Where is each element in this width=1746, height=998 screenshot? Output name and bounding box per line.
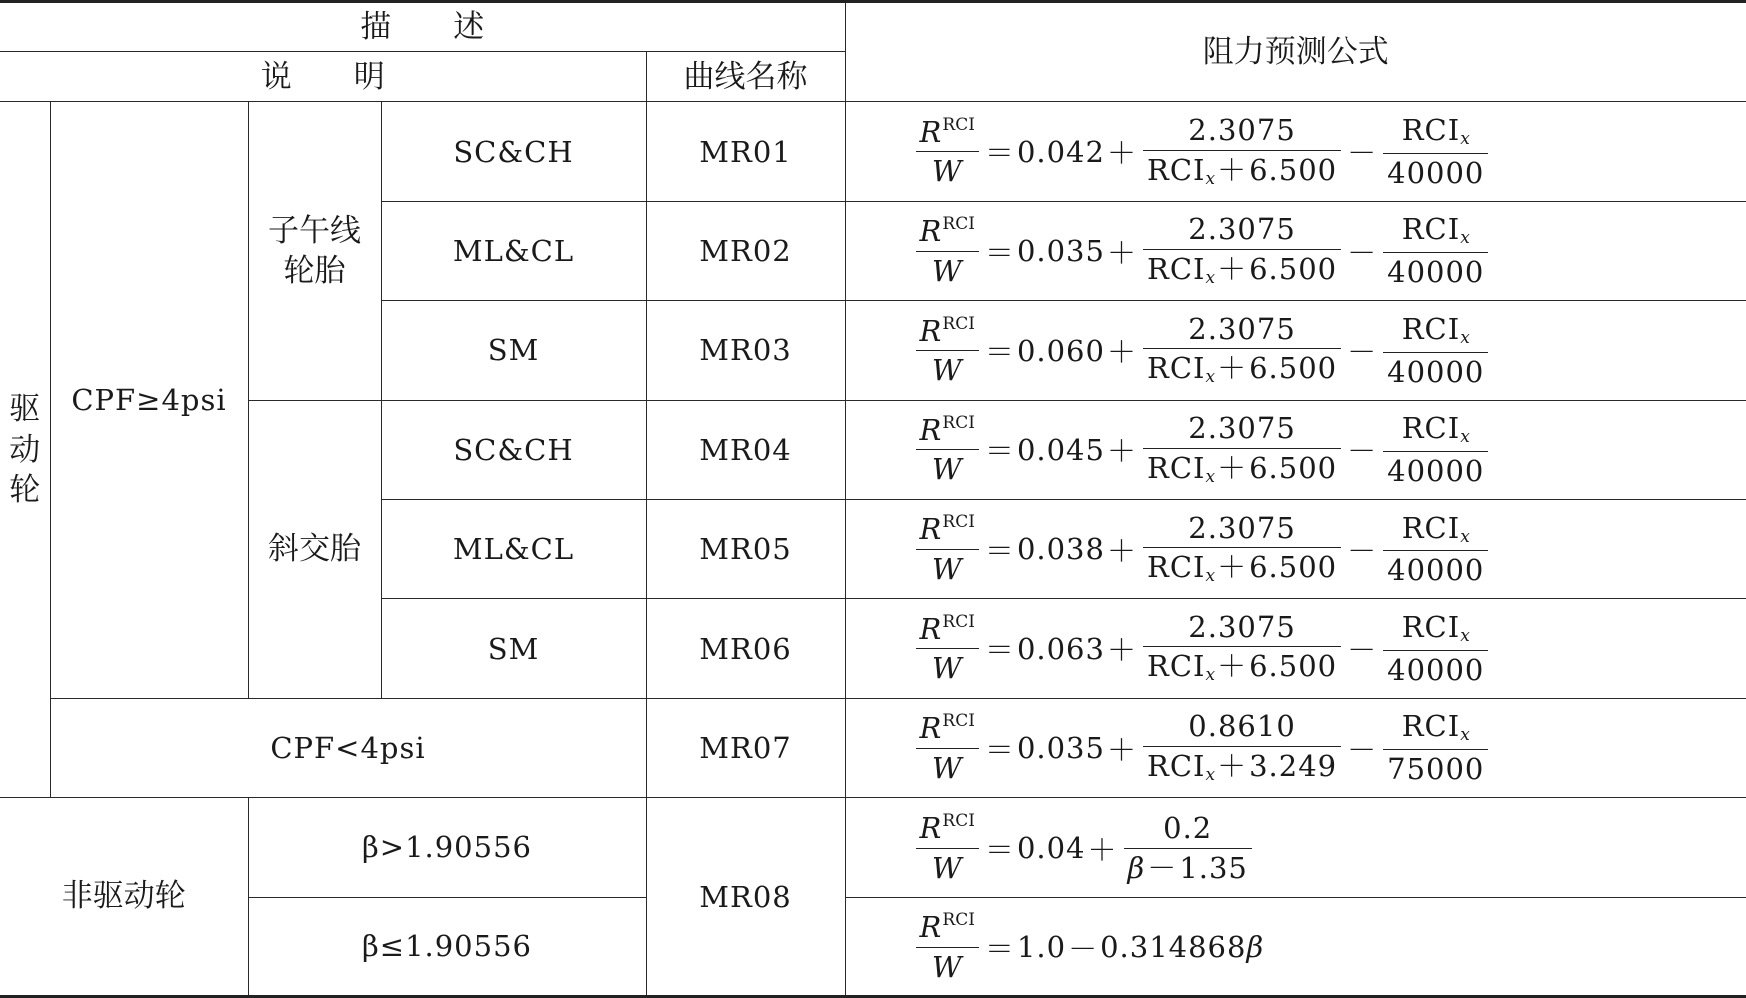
soil-type: ML&CL [381,201,646,300]
header-description: 描 述 [0,2,845,52]
drive-wheel-label: 驱动轮 [0,102,50,798]
bias-tire-label: 斜交胎 [248,400,381,698]
curve-name: MR06 [646,599,845,698]
curve-name: MR02 [646,201,845,300]
cpf-high-label: CPF≥4psi [50,102,248,698]
soil-type: ML&CL [381,499,646,598]
formula: $\frac{R^{RCI}}{W}$ ＝ 0.060 ＋ $\frac{2.3075}{RCI_x+6.500}$ － $\frac{RCI_x}{40000}$ [912,314,1493,387]
curve-name: MR08 [646,798,845,997]
table-row [0,102,1746,201]
header-curve-name: 曲线名称 [646,52,845,102]
table-row [0,698,1746,797]
table-row [0,897,1746,997]
header-explanation: 说 明 [0,52,646,102]
beta-condition-gt: β>1.90556 [248,798,646,897]
formula-cell [845,698,1746,797]
formula-cell [845,400,1746,499]
radial-tire-label: 子午线轮胎 [248,102,381,400]
formula: $\frac{R^{RCI}}{W}$ ＝ 0.038 ＋ $\frac{2.3075}{RCI_x+6.500}$ － $\frac{RCI_x}{40000}$ [912,513,1493,586]
non-drive-wheel-label: 非驱动轮 [0,798,248,997]
soil-type: SC&CH [381,400,646,499]
cpf-low-label: CPF<4psi [50,698,646,797]
curve-name: MR03 [646,301,845,400]
formula: $\frac{R^{RCI}}{W}$ ＝ 0.04 ＋ $\frac{0.2}{\beta-1.35}$ [912,813,1256,883]
formula-cell [845,102,1746,201]
formula-cell [845,599,1746,698]
soil-type: SM [381,301,646,400]
formula: $\frac{R^{RCI}}{W}$ ＝ 0.035 ＋ $\frac{2.3075}{RCI_x+6.500}$ － $\frac{RCI_x}{40000}$ [912,214,1493,287]
header-formula: 阻力预测公式 [845,2,1746,102]
formula-cell [845,499,1746,598]
formula: $\frac{R^{RCI}}{W}$ ＝ 0.063 ＋ $\frac{2.3075}{RCI_x+6.500}$ － $\frac{RCI_x}{40000}$ [912,612,1493,685]
formula: $\frac{R^{RCI}}{W}$ ＝ 0.035 ＋ $\frac{0.8610}{RCI_x+3.249}$ － $\frac{RCI_x}{75000}$ [912,711,1493,784]
soil-type: SC&CH [381,102,646,201]
formula-cell [845,201,1746,300]
formula: $\frac{R^{RCI}}{W}$ ＝ 1.0 － 0.314868 β [912,912,1265,982]
formula-cell [845,897,1746,997]
curve-name: MR07 [646,698,845,797]
formula: $\frac{R^{RCI}}{W}$ ＝ 0.045 ＋ $\frac{2.3075}{RCI_x+6.500}$ － $\frac{RCI_x}{40000}$ [912,413,1493,486]
formula: $\frac{R^{RCI}}{W}$ ＝ 0.042 ＋ $\frac{2.3075}{RCI_x+6.500}$ － $\frac{RCI_x}{40000}$ [912,115,1493,188]
beta-condition-le: β≤1.90556 [248,897,646,997]
soil-type: SM [381,599,646,698]
formula-cell [845,798,1746,897]
curve-name: MR01 [646,102,845,201]
formula-cell [845,301,1746,400]
curve-name: MR05 [646,499,845,598]
table-row [0,798,1746,897]
header-row-1 [0,2,1746,52]
table-row [0,400,1746,499]
curve-name: MR04 [646,400,845,499]
